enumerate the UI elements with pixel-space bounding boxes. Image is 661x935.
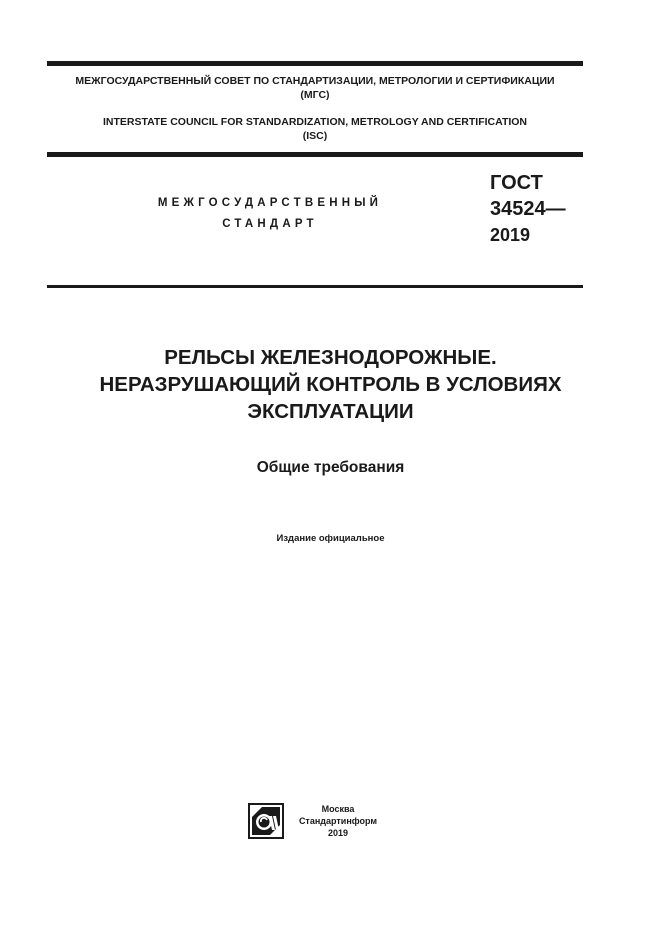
standard-code-number: 34524— — [490, 198, 566, 220]
document-title — [0, 344, 661, 425]
council-name-en — [47, 115, 583, 143]
council-name-ru — [47, 74, 583, 102]
imprint-publisher: Стандартинформ — [298, 816, 378, 826]
edition-note: Издание официальное — [276, 533, 385, 544]
document-title-line2: НЕРАЗРУШАЮЩИЙ КОНТРОЛЬ В УСЛОВИЯХ — [99, 373, 562, 396]
document-subtitle: Общие требования — [256, 459, 405, 476]
bottom-rule — [47, 285, 583, 288]
council-abbr-en: (ISC) — [302, 130, 328, 142]
standard-code — [490, 170, 566, 248]
imprint-city: Москва — [321, 804, 355, 814]
standartinform-logo-icon — [248, 803, 284, 839]
top-rule — [47, 61, 583, 66]
standard-type-line1: МЕЖГОСУДАРСТВЕННЫЙ — [157, 197, 383, 209]
standard-type-label — [120, 193, 420, 235]
council-name-en-line1: INTERSTATE COUNCIL FOR STANDARDIZATION, METROLOGY AND CERTIFICATION — [102, 116, 528, 128]
imprint-year: 2019 — [327, 828, 349, 838]
imprint — [296, 803, 380, 839]
document-title-line3: ЭКСПЛУАТАЦИИ — [247, 400, 414, 423]
standard-type-line2: СТАНДАРТ — [222, 218, 318, 230]
council-name-ru-line1: МЕЖГОСУДАРСТВЕННЫЙ СОВЕТ ПО СТАНДАРТИЗАЦИИ, МЕТРОЛОГИИ И СЕРТИФИКАЦИИ — [75, 75, 555, 87]
middle-rule — [47, 152, 583, 157]
standard-code-prefix: ГОСТ — [490, 172, 543, 194]
council-abbr-ru: (МГС) — [300, 89, 330, 101]
standard-code-year: 2019 — [490, 225, 531, 245]
document-title-line1: РЕЛЬСЫ ЖЕЛЕЗНОДОРОЖНЫЕ. — [164, 346, 497, 369]
